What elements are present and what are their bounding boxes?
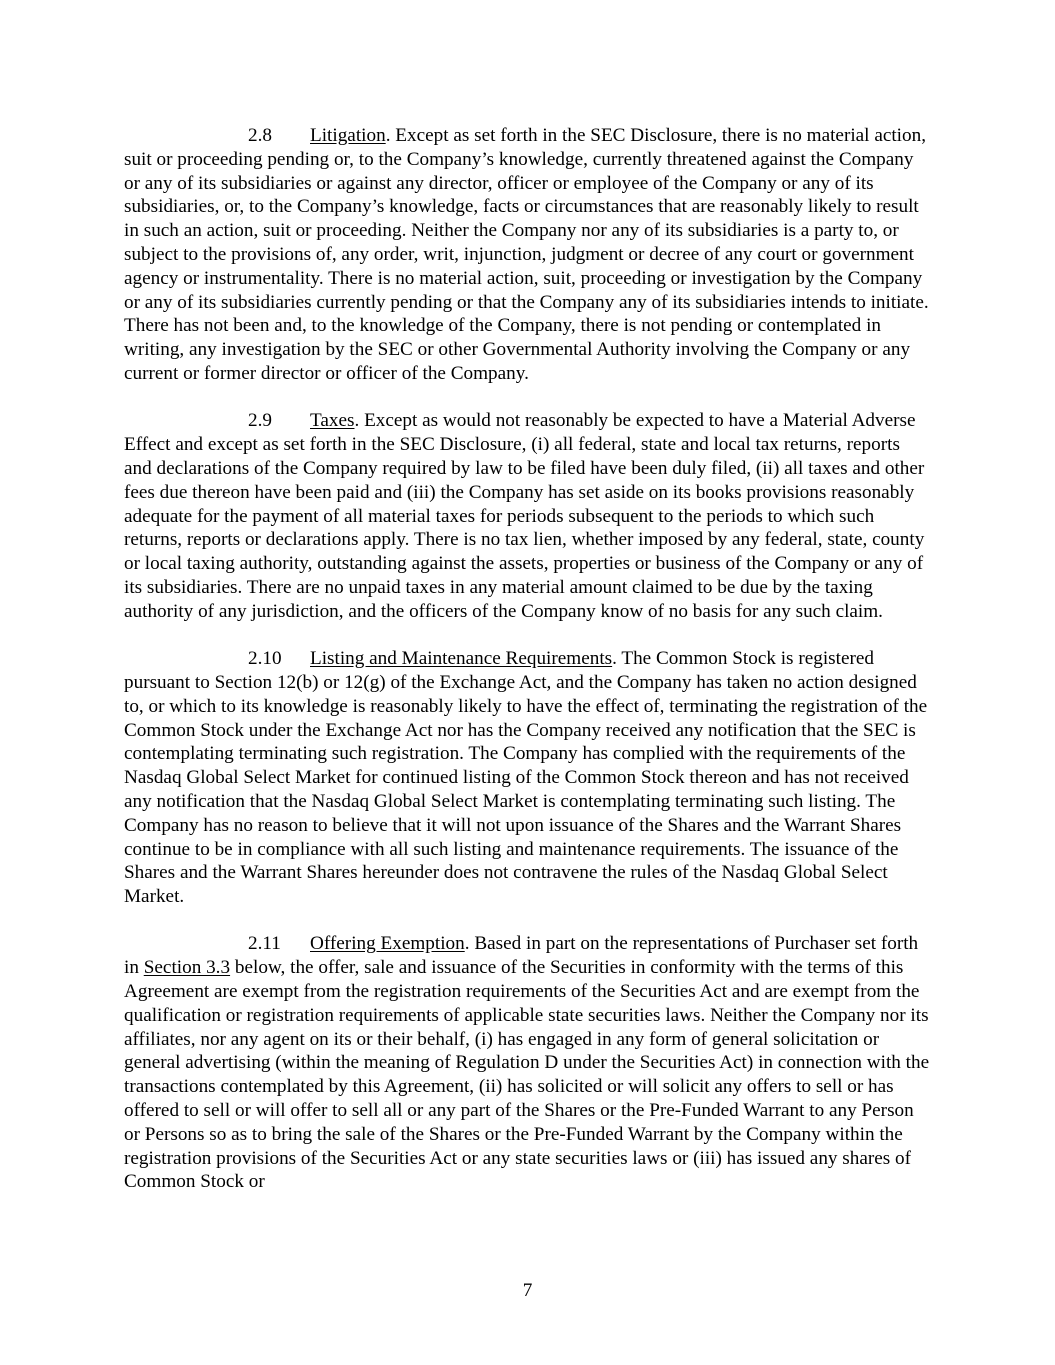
section-body: . The Common Stock is registered pursuant to Section 12(b) or 12(g) of the Exchange Act, and the Company has taken no action designed to, or which to its knowledge is reasonably likely to have the effect of, terminating the registration of the Common Stock under the Exchange Act nor has the Company received any notification that the SEC is contemplating terminating such registration. The Company has complied with the requirements of the Nasdaq Global Select Market for continued listing of the Common Stock thereon and has not received any notification that the Nasdaq Global Select Market is contemplating terminating such listing. The Company has no reason to believe that it will not upon issuance of the Shares and the Warrant Shares continue to be in compliance with all such listing and maintenance requirements. The issuance of the Shares and the Warrant Shares hereunder does not contravene the rules of the Nasdaq Global Select Market. [124, 648, 928, 908]
section-heading: Litigation [310, 125, 386, 146]
page-number: 7 [522, 1280, 533, 1301]
section-heading: Listing and Maintenance Requirements [310, 648, 613, 670]
section-heading: Offering Exemption [310, 933, 465, 955]
section-2-9 [124, 409, 932, 623]
section-body: . Except as set forth in the SEC Disclosure, there is no material action, suit or proceeding pending or, to the Company’s knowledge, currently threatened against the Company or any of its subsidiaries or against any director, officer or employee of the Company or any of its subsidiaries, or, to the Company’s knowledge, facts or circumstances that are reasonably likely to result in such an action, suit or proceeding. Neither the Company nor any of its subsidiaries is a party to, or subject to the provisions of, any order, writ, injunction, judgment or decree of any court or government agency or instrumentality. There is no material action, suit, proceeding or investigation by the Company or any of its subsidiaries currently pending or that the Company any of its subsidiaries intends to initiate. There has not been and, to the knowledge of the Company, there is not pending or contemplated in writing, any investigation by the SEC or other Governmental Authority involving the Company or any current or former director or officer of the Company. [124, 125, 929, 384]
section-cross-reference: Section 3.3 [143, 957, 231, 979]
section-number: 2.9 [248, 410, 272, 432]
section-body-after-ref: below, the offer, sale and issuance of the Securities in conformity with the terms of this Agreement are exempt from the registration requirements of the Securities Act and are exempt from the qualification or registration requirements of applicable state securities laws. Neither the Company nor its affiliates, nor any agent on its or their behalf, (i) has engaged in any form of general solicitation or general advertising (within the meaning of Regulation D under the Securities Act) in connection with the transactions contemplated by this Agreement, (ii) has solicited or will solicit any offers to sell or has offered to sell or will offer to sell all or any part of the Shares or the Pre-Funded Warrant to any Person or Persons so as to bring the sale of the Shares or the Pre-Funded Warrant by the Company within the registration provisions of the Securities Act or any state securities laws or (iii) has issued any shares of Common Stock or [124, 957, 930, 1193]
section-body: . Except as would not reasonably be expected to have a Material Adverse Effect and except as set forth in the SEC Disclosure, (i) all federal, state and local tax returns, reports and declarations of the Company required by law to be filed have been duly filed, (ii) all taxes and other fees due thereon have been paid and (iii) the Company has set aside on its books provisions reasonably adequate for the payment of all material taxes for periods subsequent to the periods to which such returns, reports or declarations apply. There is no tax lien, whether imposed by any federal, state, county or local taxing authority, outstanding against the assets, properties or business of the Company or any of its subsidiaries. There are no unpaid taxes in any material amount claimed to be due by the taxing authority of any jurisdiction, and the officers of the Company know of no basis for any such claim. [124, 410, 925, 622]
section-body-before-ref: . Based in part on the representations of Purchaser set forth in [124, 933, 919, 979]
section-number: 2.8 [248, 125, 272, 146]
section-number: 2.11 [248, 933, 281, 955]
document-page [124, 124, 932, 1218]
section-2-10 [124, 647, 932, 909]
section-2-11 [124, 932, 932, 1194]
section-2-8 [124, 124, 932, 386]
section-heading: Taxes [310, 410, 355, 432]
section-number: 2.10 [248, 648, 282, 670]
